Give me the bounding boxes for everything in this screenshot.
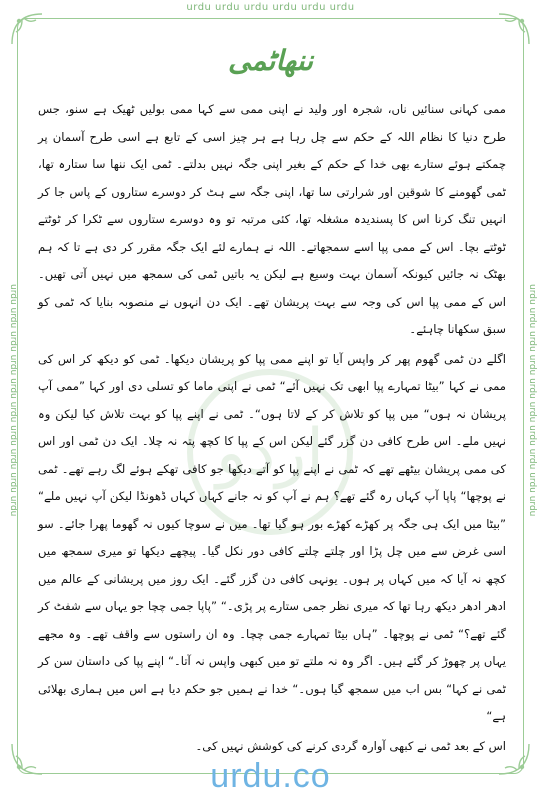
site-brand-link[interactable]: urdu.co bbox=[210, 757, 331, 795]
story-body bbox=[38, 96, 506, 760]
corner-ornament-icon bbox=[10, 12, 44, 46]
story-paragraph: اس کے بعد ٹمی نے کبھی آوارہ گردی کرنے کی کوشش نہیں کی۔ bbox=[195, 738, 506, 753]
watermark-text: اردو bbox=[215, 416, 325, 490]
header-strip: urdu urdu urdu urdu urdu urdu bbox=[186, 2, 355, 13]
left-border-strip: urdu urdu urdu urdu urdu urdu urdu urdu urdu urdu bbox=[8, 283, 18, 517]
corner-ornament-icon bbox=[497, 12, 531, 46]
story-title: ننھاٹمی bbox=[228, 44, 313, 77]
right-border-strip: urdu urdu urdu urdu urdu urdu urdu urdu urdu urdu bbox=[527, 283, 537, 517]
story-paragraph: ممی کہانی سنائیں ناں، شجرہ اور ولید نے اپنی ممی سے کہا ممی بولیں ٹھیک ہے سنو، جس طرح دنیا کا نظام اللہ کے حکم سے چل رہا ہے ہر چیز اسی کے تابع ہے اسی طرح آسمان پر چمکتے ہوئے ستارے بھی خدا کے حکم کے بغیر اپنی جگہ نہیں بدلتے۔ ٹمی ایک ننھا سا ستارہ تھا، ٹمی گھومنے کا شوقین اور شرارتی سا تھا، اپنی جگہ سے ہٹ کر دوسرے ستاروں کے پاس جا کر انہیں تنگ کرنا اس کا پسندیدہ مشغلہ تھا، کئی مرتبہ تو وہ دوسرے ستاروں سے ٹکرا کر ٹوٹتے ٹوٹتے بچا۔ اس کے ممی پپا اسے سمجھاتے۔ اللہ نے ہمارے لئے ایک جگہ مقرر کر دی ہے تا کہ ہم بھٹک نہ جائیں کیونکہ آسمان بہت وسیع ہے لیکن یہ باتیں ٹمی کی سمجھ میں نہیں آتی تھیں۔ اس کے ممی پپا اس کی وجہ سے بہت پریشان تھے۔ ایک دن انہوں نے منصوبہ بنایا کہ ٹمی کو سبق سکھانا چاہئے۔ bbox=[38, 102, 506, 336]
story-paragraph: اگلے دن ٹمی گھوم پھر کر واپس آیا تو اپنے ممی پپا کو پریشان دیکھا۔ ٹمی کو دیکھ کر اس کی ممی نے کہا ”بیٹا تمہارے پپا ابھی تک نہیں آئے“ ٹمی نے اپنی ماما کو تسلی دی اور کہا ”ممی آپ پریشان نہ ہوں“ میں پپا کو تلاش کر کے لاتا ہوں“۔ ٹمی نے اپنے پپا کو بہت تلاش کیا لیکن وہ نہیں ملے۔ اس طرح کافی دن گزر گئے لیکن اس کے پپا کا کچھ پتہ نہ چلا۔ ایک دن ٹمی اور اس کی ممی پریشان بیٹھے تھے کہ ٹمی نے اپنے پپا کو آتے دیکھا جو کافی تھکے ہوئے لگ رہے تھے۔ ٹمی نے پوچھا“ پاپا آپ کہاں رہ گئے تھے؟ ہم نے آپ کو نہ جانے کہاں کہاں ڈھونڈا لیکن آپ نہیں ملے“ ”بیٹا میں ایک ہی جگہ پر کھڑے کھڑے بور ہو گیا تھا۔ میں نے سوچا کیوں نہ گھوما پھرا جائے۔ سو اسی غرض سے میں چل پڑا اور چلتے چلتے کافی دور نکل گیا۔ پیچھے دیکھا تو میری سمجھ میں کچھ نہ آیا کہ میں کہاں پر ہوں۔ یونہی کافی دن گزر گئے۔ ایک روز میں پریشانی کے عالم میں ادھر ادھر دیکھ رہا تھا کہ میری نظر جمی ستارے پر پڑی۔“ ”پاپا جمی چچا جو یہاں سے شفٹ کر گئے تھے؟“ ٹمی نے پوچھا۔ ”ہاں بیٹا تمہارے جمی چچا۔ وہ ان راستوں سے واقف تھے۔ وہ مجھے یہاں پر چھوڑ کر گئے ہیں۔ اگر وہ نہ ملتے تو میں کبھی واپس نہ آتا۔“ اپنے پپا کی داستان سن کر ٹمی نے کہا“ بس اب میں سمجھ گیا ہوں۔“ خدا نے ہمیں جو حکم دیا ہے اس میں ہماری بھلائی ہے“ bbox=[38, 351, 506, 723]
